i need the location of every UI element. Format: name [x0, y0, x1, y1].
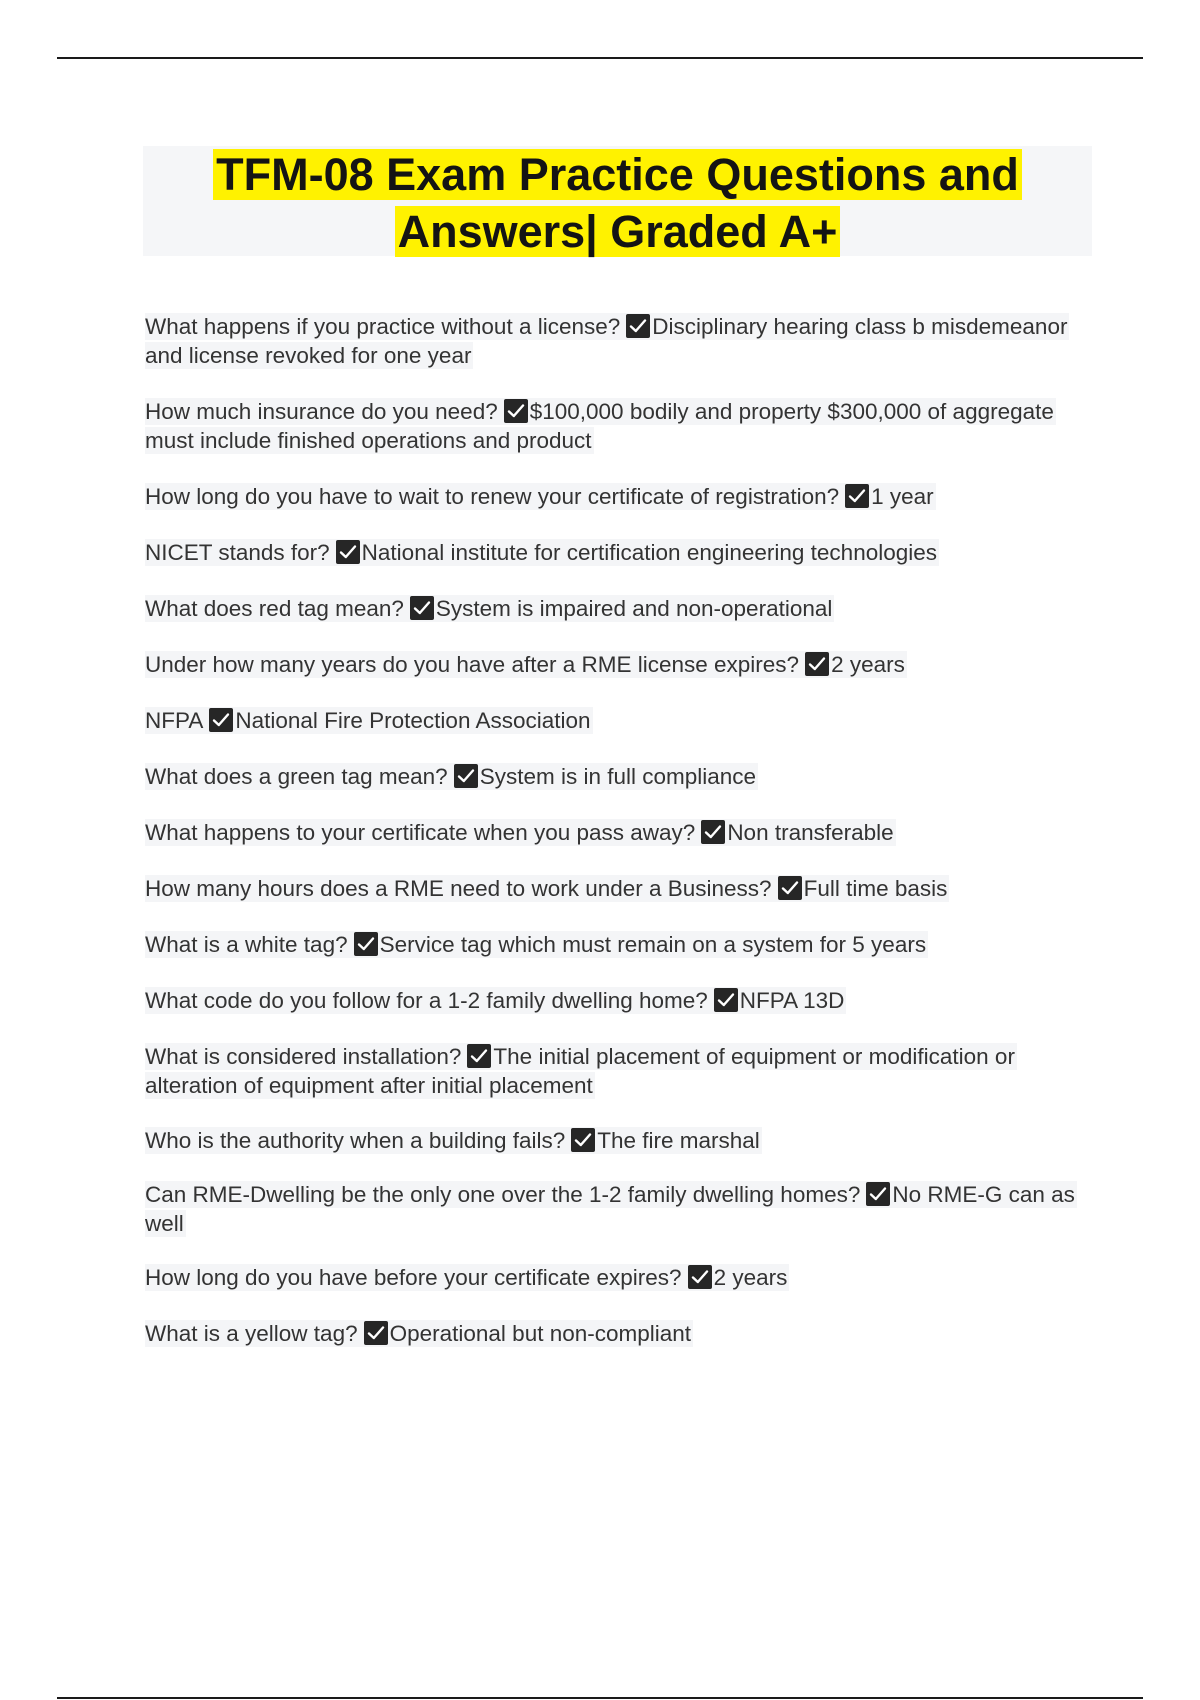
answer-text: System is in full compliance — [479, 764, 757, 789]
title-line-1: TFM-08 Exam Practice Questions and — [213, 149, 1022, 200]
qa-item — [145, 312, 1095, 370]
question-text: Under how many years do you have after a RME license expires? — [145, 652, 800, 677]
check-box-icon — [571, 1128, 595, 1152]
question-text: How long do you have before your certificate expires? — [145, 1265, 682, 1290]
qa-item — [145, 538, 1095, 567]
question-text: NFPA — [145, 708, 204, 733]
check-box-icon — [504, 399, 528, 423]
check-box-icon — [714, 988, 738, 1012]
question-text: What does a green tag mean? — [145, 764, 448, 789]
qa-item — [145, 1042, 1095, 1100]
answer-text: Operational but non-compliant — [389, 1321, 692, 1346]
qa-item — [145, 650, 1095, 679]
qa-item — [145, 1319, 1095, 1348]
qa-item — [145, 1180, 1095, 1238]
qa-text — [145, 875, 949, 902]
qa-text — [145, 987, 846, 1014]
answer-text: 2 years — [831, 652, 905, 677]
qa-item — [145, 706, 1095, 735]
question-text: Can RME-Dwelling be the only one over the 1-2 family dwelling homes? — [145, 1182, 861, 1207]
answer-text: Disciplinary hearing class b misdemeanor and license revoked for one year — [145, 314, 1068, 368]
question-text: How many hours does a RME need to work under a Business? — [145, 876, 772, 901]
question-text: What is considered installation? — [145, 1044, 462, 1069]
check-box-icon — [364, 1321, 388, 1345]
question-text: What happens to your certificate when you pass away? — [145, 820, 696, 845]
answer-text: $100,000 bodily and property $300,000 of aggregate must include finished operations and product — [145, 399, 1054, 453]
qa-text — [145, 1320, 693, 1347]
title-block — [143, 146, 1092, 256]
qa-item — [145, 818, 1095, 847]
question-text: How long do you have to wait to renew your certificate of registration? — [145, 484, 840, 509]
qa-item — [145, 482, 1095, 511]
qa-text — [145, 483, 936, 510]
check-box-icon — [336, 540, 360, 564]
question-text: How much insurance do you need? — [145, 399, 498, 424]
check-box-icon — [354, 932, 378, 956]
qa-item — [145, 930, 1095, 959]
question-text: What is a yellow tag? — [145, 1321, 358, 1346]
qa-text — [145, 313, 1069, 369]
question-text: NICET stands for? — [145, 540, 330, 565]
qa-text — [145, 1264, 789, 1291]
check-box-icon — [688, 1265, 712, 1289]
answer-text: 2 years — [713, 1265, 788, 1290]
check-box-icon — [209, 708, 233, 732]
qa-item — [145, 762, 1095, 791]
answer-text: National institute for certification engineering technologies — [361, 540, 938, 565]
qa-item — [145, 397, 1095, 455]
answer-text: System is impaired and non-operational — [435, 596, 833, 621]
check-box-icon — [454, 764, 478, 788]
qa-text — [145, 1181, 1077, 1237]
question-text: What is a white tag? — [145, 932, 348, 957]
qa-text — [145, 398, 1056, 454]
qa-text — [145, 595, 834, 622]
check-box-icon — [778, 876, 802, 900]
qa-text — [145, 707, 593, 734]
qa-list — [145, 312, 1095, 1375]
page-title — [143, 146, 1092, 260]
check-box-icon — [866, 1182, 890, 1206]
answer-text: The initial placement of equipment or modification or alteration of equipment after initial placement — [145, 1044, 1015, 1098]
qa-text — [145, 1127, 762, 1154]
check-box-icon — [805, 652, 829, 676]
answer-text: 1 year — [871, 484, 934, 509]
question-text: What happens if you practice without a license? — [145, 314, 621, 339]
check-box-icon — [845, 484, 869, 508]
answer-text: Full time basis — [803, 876, 948, 901]
qa-text — [145, 819, 896, 846]
footer-rule — [57, 1697, 1143, 1699]
check-box-icon — [701, 820, 725, 844]
answer-text: National Fire Protection Association — [235, 708, 591, 733]
answer-text: Non transferable — [727, 820, 894, 845]
question-text: What code do you follow for a 1-2 family dwelling home? — [145, 988, 708, 1013]
answer-text: NFPA 13D — [739, 988, 845, 1013]
check-box-icon — [467, 1044, 491, 1068]
question-text: What does red tag mean? — [145, 596, 404, 621]
check-box-icon — [410, 596, 434, 620]
answer-text: No RME-G can as well — [145, 1182, 1075, 1236]
qa-item — [145, 594, 1095, 623]
header-rule — [57, 57, 1143, 59]
qa-item — [145, 986, 1095, 1015]
qa-text — [145, 651, 907, 678]
check-box-icon — [626, 314, 650, 338]
title-line-2: Answers| Graded A+ — [395, 206, 841, 257]
qa-text — [145, 931, 928, 958]
qa-text — [145, 763, 758, 790]
qa-item — [145, 1126, 1095, 1155]
answer-text: The fire marshal — [597, 1128, 760, 1153]
question-text: Who is the authority when a building fails? — [145, 1128, 566, 1153]
qa-text — [145, 539, 939, 566]
qa-item — [145, 1263, 1095, 1292]
answer-text: Service tag which must remain on a system for 5 years — [379, 932, 927, 957]
qa-text — [145, 1043, 1017, 1099]
qa-item — [145, 874, 1095, 903]
